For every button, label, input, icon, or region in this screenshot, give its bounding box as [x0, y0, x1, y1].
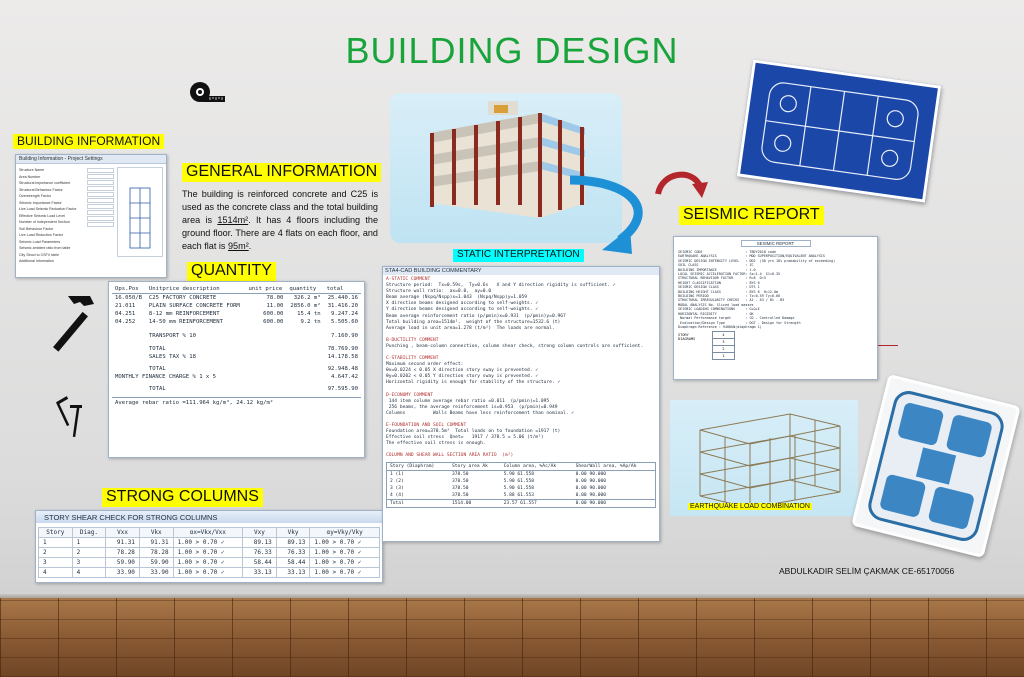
comment-title: E-FOUNDATION AND SOIL COMMENT: [386, 422, 467, 428]
building-info-window: [15, 154, 167, 278]
report-line: LOCAL SEISMIC ACCELERATION FACTOR: Ss=1.4 S1=0.35: [678, 272, 781, 277]
window-title-bar: SEISMIC REPORT: [741, 240, 811, 247]
building-info-row: Number of Independent Section: [19, 220, 70, 224]
comment-line: X direction beams designed according to self-weights. ✓: [386, 301, 539, 307]
salestax-row: SALES TAX % 18 14.178.58: [148, 354, 358, 360]
comment-line: Foundation area=378.5m² Total loads on to foundation =1917 (t): [386, 428, 561, 434]
comment-line: Punching , beam-column connection, column shear check, strong column controls are sufficient.: [386, 343, 644, 349]
column-header: Story (Diaphram): [387, 463, 449, 471]
section-ratio-table: [386, 462, 656, 508]
story-cell: 3: [713, 339, 735, 346]
report-line: Normal Performance target : CD - Controlled Damage: [678, 316, 795, 321]
column-header: αx=Vkx/Vxx: [173, 528, 243, 538]
table-row: 04.251 8-12 mm REINFORCEMENT 600.00 15.4 tn 9.247.24: [115, 311, 358, 317]
static-commentary-window: [382, 266, 660, 542]
table-row: 2 (2) 378.50 5.90 61.558 0.00 90.000: [390, 479, 607, 485]
window-title-bar: STORY SHEAR CHECK FOR STRONG COLUMNS: [36, 511, 382, 523]
story-diagram-label: STORY DIAGRAMS: [678, 333, 696, 342]
column-header: unit price: [246, 285, 287, 294]
story-cell: 4: [713, 332, 735, 339]
column-header: Story area Ak: [449, 463, 501, 471]
column-header: Vxx: [106, 528, 140, 538]
building-info-row: Soil Behaviour Factor: [19, 226, 54, 231]
finance-row: MONTHLY FINANCE CHARGE % 1 x 5 4.647.42: [115, 374, 358, 380]
table-row: 4 4 33.90 33.90 1.00 > 0.70 ✓ 33.13 33.13 1.00 > 0.70 ✓: [39, 568, 380, 578]
report-line: EARTHQUAKE ANALYSIS : MOD SUPERPOSITION/EQUIVALENT ANALYSIS: [678, 254, 825, 259]
comment-line: Structure wall ratio: ax=0.0, ay=0.0: [386, 289, 492, 295]
report-line: STRUCTURAL IRREGULARITY CHECKS : A1 - A3 / B1 - B3: [678, 298, 785, 303]
column-header: ShearWall area, %Ap/Ak: [573, 463, 656, 471]
table-row: 3 3 59.90 59.90 1.00 > 0.70 ✓ 58.44 58.44 1.00 > 0.70 ✓: [39, 558, 380, 568]
building-info-row: Live Load Seismic Reduction Factor: [19, 207, 77, 211]
total-row: Total 1514.00 23.57 61.557 0.00 90.000: [387, 500, 656, 508]
comment-line: Effective soil stress Qnet= 1917 / 378.5 = 5.06 (t/m²): [386, 435, 544, 441]
report-line: SOIL CLASS : ZC: [678, 263, 754, 268]
building-info-row: Structural Behaviour Factor: [19, 187, 63, 192]
window-title-bar: STA4-CAD BUILDING COMMENTARY: [383, 267, 659, 275]
quantity-table: [112, 285, 361, 393]
column-header: Diag.: [72, 528, 106, 538]
strong-columns-window: [35, 510, 383, 583]
building-info-row: City Struct to CSFV table: [19, 252, 59, 257]
table-row: 3 (3) 378.50 5.90 61.558 0.00 90.000: [390, 486, 607, 492]
comment-line: Y direction beams designed according to self-weights. ✓: [386, 307, 539, 313]
story-cell: 1: [713, 353, 735, 360]
seismic-report-window: [673, 236, 878, 380]
total-row: TOTAL 92.948.48: [148, 366, 358, 372]
column-header: Vky: [276, 528, 310, 538]
building-info-row: Seismic Importance Factor: [19, 200, 62, 205]
building-info-heading: BUILDING INFORMATION: [13, 134, 164, 149]
comment-line: θy=0.0202 < 0.05 Y direction story sway is prevented. ✓: [386, 374, 539, 380]
comment-line: Total building area=1514m², weight of the structure=1532.6 (t): [386, 319, 561, 325]
building-info-row: Effective Seismic Load Level: [19, 213, 65, 218]
column-header: Unitprice description: [146, 285, 246, 294]
report-line: Diaphragm Reference : 9400kN(diaphragm 1): [678, 324, 762, 329]
building-sketch: [117, 167, 163, 257]
comment-title: B-DUCTILITY COMMENT: [386, 337, 439, 343]
grand-total-row: TOTAL 97.595.90: [148, 386, 358, 392]
column-header: total: [324, 285, 361, 294]
column-header: Vkx: [139, 528, 173, 538]
comment-title: D-ECONOMY COMMENT: [386, 392, 434, 398]
table-row: 2 2 78.28 78.28 1.00 > 0.70 ✓ 76.33 76.33 1.00 > 0.70 ✓: [39, 548, 380, 558]
story-diagram: [712, 331, 735, 360]
report-line: BUILDING HEIGHT CLASS : BYS 6 H=12.0m: [678, 289, 779, 294]
building-info-labels: [19, 167, 87, 265]
column-header: αy=Vky/Vky: [310, 528, 380, 538]
building-info-row: Seismic ambient ratio from table: [19, 246, 71, 250]
floor-plan-drawing: [737, 59, 942, 202]
page-title: BUILDING DESIGN: [345, 30, 679, 71]
strong-columns-heading: STRONG COLUMNS: [102, 488, 263, 507]
comment-line: Columns Walls Beams have less reinforcement than nominal. ✓: [386, 410, 575, 416]
tape-measure-icon: [188, 80, 226, 109]
earthquake-wireframe: [670, 400, 858, 516]
table-row: 21.011 PLAIN SURFACE CONCRETE FORM 11.00 2856.0 m² 31.416.20: [115, 303, 358, 309]
building-info-row: Live Load Reduction Factor: [19, 233, 63, 237]
report-line: STRUCTURAL BEHAVIOUR FACTOR : R=8 D=3: [678, 276, 766, 281]
column-header: Column area, %Ac/Ak: [501, 463, 573, 471]
quantity-table-window: [108, 281, 365, 458]
table-row: 1 1 91.31 91.31 1.00 > 0.70 ✓ 89.13 89.13 1.00 > 0.70 ✓: [39, 538, 380, 548]
building-info-row: Structure Name: [19, 168, 45, 172]
report-line: MODAL ANALYSIS No. Sliced load masses: [678, 302, 754, 307]
table-row: 1 (1) 378.50 5.90 61.558 0.00 90.000: [390, 472, 607, 478]
column-header: Ops.Pos: [112, 285, 146, 294]
table-row: 4 (4) 378.50 5.88 61.553 0.00 90.000: [390, 493, 607, 499]
table-row: 04.252 14-50 mm REINFORCEMENT 600.00 9.2 tn 5.505.60: [115, 319, 358, 325]
total-area-value: 1514m²: [217, 215, 249, 225]
nails-icon: [50, 393, 90, 450]
window-title-bar: Building Information - Project Settings: [16, 155, 166, 164]
strong-columns-table: [38, 527, 380, 578]
comment-title: C-STABILITY COMMENT: [386, 356, 439, 362]
report-line: SEISMIC LOADING COMBINATIONS : G+Q+E: [678, 307, 760, 312]
report-line: BUILDING IMPORTANCE : 1.0: [678, 267, 756, 272]
building-info-row: Structural importance coefficient: [19, 181, 71, 185]
hammer-icon: [40, 290, 100, 375]
report-line: SEISMIC CODE : TBDY2018 code: [678, 250, 776, 254]
rebar-ratio-footer: Average rebar ratio =111.964 kg/m³, 24.12 kg/m²: [112, 397, 361, 408]
flat-area-value: 95m²: [228, 241, 249, 251]
comment-title: A-STATIC COMMENT: [386, 277, 431, 282]
report-line: SEISMIC DESIGN CLASS : DTS 1: [678, 285, 760, 290]
comment-line: 256 beams, the average reinforcement is=0.953 (p/pmin)=0.949: [386, 404, 558, 410]
building-info-row: Additional Information: [19, 259, 54, 263]
story-cell: 2: [713, 346, 735, 353]
building-info-inputs[interactable]: [87, 167, 114, 265]
report-line: HEIGHT CLASSIFICATION : BYS 6: [678, 280, 760, 285]
comment-line: Maximum second order effect:: [386, 362, 464, 368]
building-info-row: Overstrength Factor: [19, 194, 51, 198]
wooden-floor: [0, 598, 1024, 677]
comment-line: θx=0.0224 < 0.05 X direction story sway is prevented. ✓: [386, 368, 539, 374]
general-info-heading: GENERAL INFORMATION: [182, 163, 381, 182]
seismic-report-heading: SEISMIC REPORT: [679, 206, 824, 225]
report-line: HORIZONTAL RIGIDITY : OK: [678, 311, 754, 316]
connector-line: [878, 345, 898, 346]
column-header: Vxy: [243, 528, 277, 538]
comment-line: Structure period: Tx=0.59s, Ty=0.6s X and Y direction rigidity is sufficient. ✓: [386, 283, 616, 289]
comment-title: COLUMN AND SHEAR WALL SECTION AREA RATIO (m²): [386, 453, 514, 459]
author-name: ABDULKADIR SELİM ÇAKMAK CE-65170056: [779, 566, 955, 576]
comment-line: Average load in unit area=1.278 (t/m²) The loads are normal.: [386, 325, 555, 331]
comment-line: 144 item column average rebar ratio =0.011 (p/pmin)=1.095: [386, 398, 550, 404]
building-info-row: Seismic Load Parameters: [19, 239, 61, 244]
comment-line: The effective soil stress is enough.: [386, 441, 486, 447]
static-interpretation-heading: STATIC INTERPRETATION: [453, 249, 584, 262]
comment-line: Horizontal rigidity is enough for stability of the structure. ✓: [386, 380, 561, 386]
table-row: 16.050/B C25 FACTORY CONCRETE 78.00 326.2 m³ 25.440.16: [115, 295, 358, 301]
column-header: Story: [39, 528, 73, 538]
total-row: TOTAL 78.769.90: [148, 346, 358, 352]
plan-3d-render: [851, 374, 1021, 558]
report-line: Evaluation/Design Type : DGT - Design for Strength: [678, 320, 801, 325]
transport-row: TRANSPORT % 10 7.160.90: [148, 333, 358, 339]
column-header: quantity: [286, 285, 323, 294]
report-line: SEISMIC DESIGN INTENSITY LEVEL : DD2 (50 yrs 10% probability of exceeding): [678, 258, 836, 263]
comment-line: Beam average reinforcement ratio (p/pmin)x=0.931 (p/pmin)y=0.967: [386, 313, 566, 319]
comment-line: Beam average (Nspq/Nspp)x=1.043 (Nspq/Nspp)y=1.059: [386, 295, 528, 301]
report-line: BUILDING PERIOD : Tx=0.59 Ty=0.60: [678, 294, 781, 299]
general-info-text: The building is reinforced concrete and C25 is used as the concrete class and the total building area is 1514m². It has 4 floors including the ground floor. There are 4 flats on each floor, and each flat is 95m².: [182, 189, 379, 251]
quantity-heading: QUANTITY: [187, 262, 276, 281]
red-arrow-icon: [652, 166, 712, 206]
earthquake-caption: EARTHQUAKE LOAD COMBINATION: [690, 503, 810, 510]
building-info-row: Area Number: [19, 174, 41, 179]
